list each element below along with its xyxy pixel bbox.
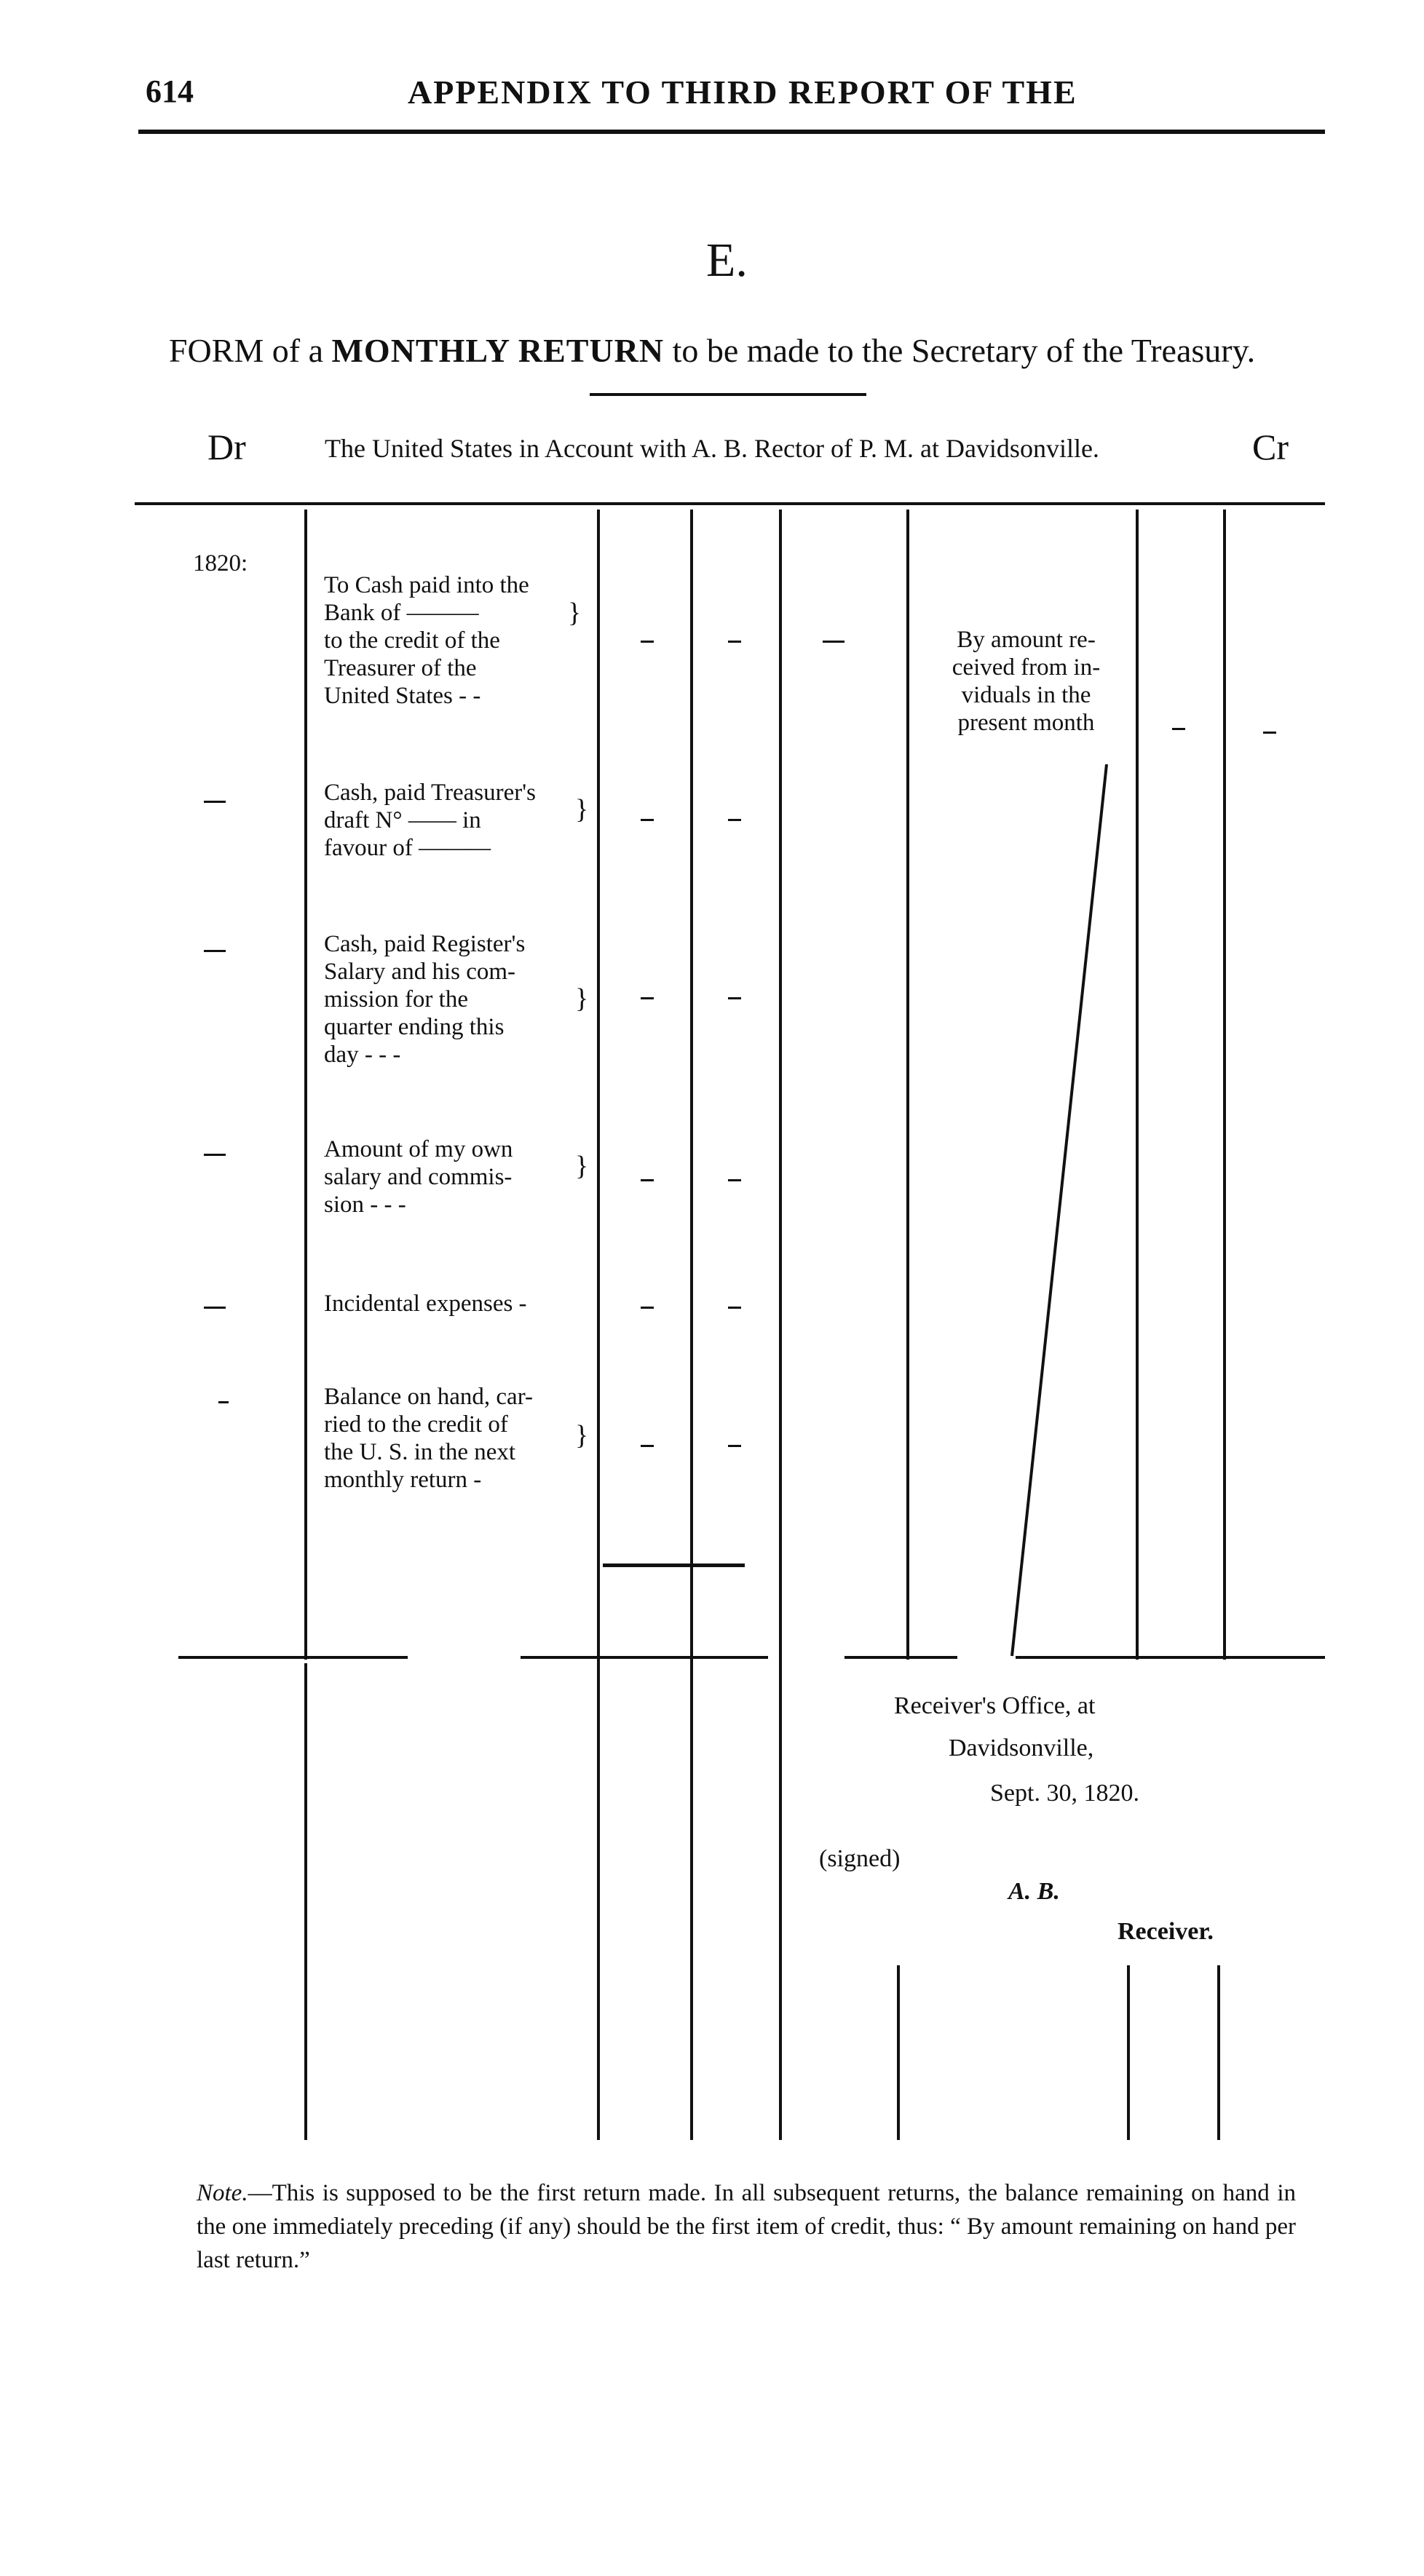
debit-entry: Cash, paid Register's Salary and his com- mission for the quarter ending this day - - -: [324, 931, 526, 1068]
amount-dash: [1263, 732, 1276, 734]
fill-line-stroke: [1012, 764, 1107, 1656]
signature-name: A. B.: [1008, 1878, 1060, 1905]
date-dash: [204, 950, 226, 952]
column-rule: [690, 510, 693, 2140]
amount-dash: [641, 819, 654, 821]
brace-icon: }: [575, 1151, 589, 1181]
brace-icon: }: [575, 1420, 589, 1451]
column-rule: [1223, 510, 1226, 1660]
amount-dash: [641, 641, 654, 643]
table-bottom-rule: [521, 1656, 768, 1659]
debit-entry: Cash, paid Treasurer's draft N° —— in favour of ———: [324, 780, 537, 861]
page-number: 614: [146, 74, 194, 109]
signature-role: Receiver.: [1118, 1918, 1214, 1945]
form-title: [0, 331, 1424, 370]
debit-year: 1820:: [193, 550, 248, 576]
form-title-prefix: FORM of a: [168, 332, 323, 369]
total-rule: [603, 1564, 745, 1567]
amount-dash: [641, 1307, 654, 1309]
column-rule: [906, 510, 909, 1660]
signature-signed: (signed): [819, 1845, 901, 1872]
debit-mark: Dr: [207, 427, 246, 467]
amount-dash: [641, 997, 654, 999]
fill-line: [1005, 764, 1121, 1660]
column-rule: [897, 1965, 900, 2140]
column-rule: [1136, 510, 1139, 1660]
running-title: APPENDIX TO THIRD REPORT OF THE: [408, 74, 1077, 111]
header-rule: [138, 130, 1325, 134]
title-rule: [590, 393, 866, 396]
credit-entry: By amount re- ceived from in- viduals in the present month: [952, 627, 1101, 736]
table-bottom-rule: [1016, 1656, 1325, 1659]
amount-dash: [1172, 728, 1185, 730]
footnote-text: —This is supposed to be the first return made. In all subsequent returns, the balance remaining on hand in the one immediately preceding (if any) should be the first item of credit, thus: “ By amount remaining on hand per last return.”: [197, 2180, 1296, 2273]
signature-date: Sept. 30, 1820.: [990, 1780, 1139, 1807]
brace-icon: }: [568, 598, 582, 628]
column-rule: [597, 510, 600, 2140]
signature-office: Receiver's Office, at: [894, 1692, 1096, 1719]
form-title-emphasis: MONTHLY RETURN: [331, 332, 665, 369]
table-bottom-rule: [178, 1656, 408, 1659]
date-dash: [218, 1401, 229, 1403]
amount-dash: [728, 1179, 741, 1181]
amount-dash: [728, 819, 741, 821]
debit-entry: Incidental expenses -: [324, 1291, 527, 1317]
date-dash: [204, 1307, 226, 1309]
debit-entry: To Cash paid into the Bank of ——— to the credit of the Treasurer of the United States - -: [324, 572, 529, 709]
amount-dash: [823, 641, 844, 643]
footnote-label: Note.: [197, 2180, 248, 2206]
amount-dash: [728, 641, 741, 643]
brace-icon: }: [575, 794, 589, 825]
column-rule: [1217, 1965, 1220, 2140]
account-line: The United States in Account with A. B. Rector of P. M. at Davidsonville.: [325, 434, 1099, 463]
section-letter: E.: [706, 234, 748, 287]
date-dash: [204, 801, 226, 803]
signature-place: Davidsonville,: [949, 1735, 1094, 1761]
credit-mark: Cr: [1252, 427, 1289, 467]
column-rule: [304, 1663, 307, 2140]
table-bottom-rule: [844, 1656, 957, 1659]
amount-dash: [728, 997, 741, 999]
date-dash: [204, 1154, 226, 1156]
amount-dash: [641, 1179, 654, 1181]
form-title-suffix: to be made to the Secretary of the Treasury.: [672, 332, 1256, 369]
brace-icon: }: [575, 983, 589, 1014]
amount-dash: [728, 1445, 741, 1447]
table-top-rule: [135, 502, 1325, 505]
footnote: [197, 2176, 1296, 2277]
column-rule: [779, 510, 782, 2140]
column-rule: [304, 510, 307, 1660]
debit-entry: Balance on hand, car- ried to the credit of the U. S. in the next monthly return -: [324, 1384, 534, 1493]
amount-dash: [641, 1445, 654, 1447]
debit-entry: Amount of my own salary and commis- sion - - -: [324, 1136, 513, 1218]
amount-dash: [728, 1307, 741, 1309]
column-rule: [1127, 1965, 1130, 2140]
